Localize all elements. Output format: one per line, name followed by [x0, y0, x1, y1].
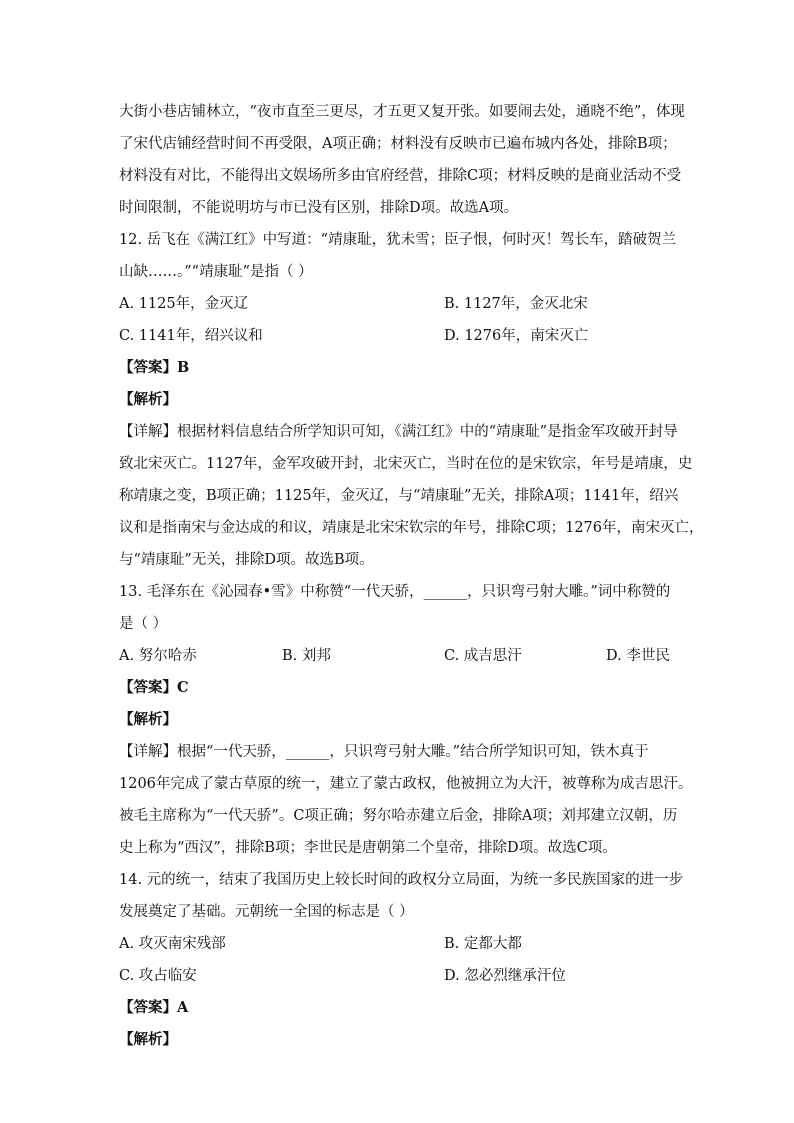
q13-option-d: D. 李世民 [606, 648, 670, 664]
q13-option-c: C. 成吉思汗 [444, 648, 522, 664]
q12-option-d: D. 1276年，南宋灭亡 [444, 328, 589, 344]
q13-option-b: B. 刘邦 [282, 648, 331, 664]
q14-option-c: C. 攻占临安 [119, 968, 197, 984]
intro-line-3: 材料没有对比，不能得出文娱场所多由官府经营，排除C项；材料反映的是商业活动不受 [119, 168, 682, 184]
q12-analysis-label: 【解析】 [119, 391, 177, 408]
q12-answer: 【答案】B [119, 359, 190, 376]
q14-option-a: A. 攻灭南宋残部 [119, 936, 226, 952]
q12-question-line-2: 山缺……。”“靖康耻”是指（ ） [119, 264, 313, 280]
q12-option-a: A. 1125年，金灭辽 [119, 296, 249, 312]
q12-detail-line-2: 致北宋灭亡。1127年，金军攻破开封，北宋灭亡，当时在位的是宋钦宗，年号是靖康，史 [119, 456, 693, 472]
q13-detail-line-2: 1206年完成了蒙古草原的统一，建立了蒙古政权，他被拥立为大汗，被尊称为成吉思汗。 [119, 776, 693, 792]
q12-detail-line-5: 与“靖康耻”无关，排除D项。故选B项。 [119, 552, 374, 568]
q13-detail-line-1: 【详解】根据“一代天骄，______，只识弯弓射大雕。”结合所学知识可知，铁木真于 [119, 744, 649, 760]
q14-question-line-1: 14. 元的统一，结束了我国历史上较长时间的政权分立局面，为统一多民族国家的进一步 [119, 872, 684, 888]
intro-line-2: 了宋代店铺经营时间不再受限，A项正确；材料没有反映市已遍布城内各处，排除B项； [119, 136, 677, 152]
q13-analysis-label: 【解析】 [119, 711, 177, 728]
q14-option-d: D. 忽必烈继承汗位 [444, 968, 566, 984]
q12-detail-line-1: 【详解】根据材料信息结合所学知识可知，《满江红》中的“靖康耻”是指金军攻破开封导 [119, 424, 678, 440]
q13-question-line-1: 13. 毛泽东在《沁园春•雪》中称赞“一代天骄，______，只识弯弓射大雕。”词中称赞的 [119, 584, 671, 600]
q14-answer: 【答案】A [119, 999, 189, 1016]
q14-option-b: B. 定都大都 [444, 936, 522, 952]
intro-line-1: 大街小巷店铺林立，“夜市直至三更尽，才五更又复开张。如要闹去处，通晓不绝”，体现 [119, 104, 685, 120]
q14-analysis-label: 【解析】 [119, 1031, 177, 1048]
intro-line-4: 时间限制，不能说明坊与市已没有区别，排除D项。故选A项。 [119, 200, 519, 216]
q13-answer: 【答案】C [119, 679, 189, 696]
q12-option-b: B. 1127年，金灭北宋 [444, 296, 588, 312]
q12-question-line-1: 12. 岳飞在《满江红》中写道：“靖康耻，犹未雪；臣子恨，何时灭！驾长车，踏破贺兰 [119, 232, 677, 248]
q13-detail-line-4: 史上称为“西汉”，排除B项；李世民是唐朝第二个皇帝，排除D项。故选C项。 [119, 840, 617, 856]
q13-question-line-2: 是（ ） [119, 616, 168, 632]
q13-option-a: A. 努尔哈赤 [119, 648, 197, 664]
q12-detail-line-3: 称靖康之变，B项正确；1125年，金灭辽，与“靖康耻”无关，排除A项；1141年，绍兴 [119, 488, 679, 504]
q14-question-line-2: 发展奠定了基础。元朝统一全国的标志是（ ） [119, 904, 414, 920]
q12-option-c: C. 1141年，绍兴议和 [119, 328, 263, 344]
q13-detail-line-3: 被毛主席称为“一代天骄”。C项正确；努尔哈赤建立后金，排除A项；刘邦建立汉朝，历 [119, 808, 678, 824]
q12-detail-line-4: 议和是指南宋与金达成的和议，靖康是北宋宋钦宗的年号，排除C项；1276年，南宋灭亡， [119, 520, 704, 536]
